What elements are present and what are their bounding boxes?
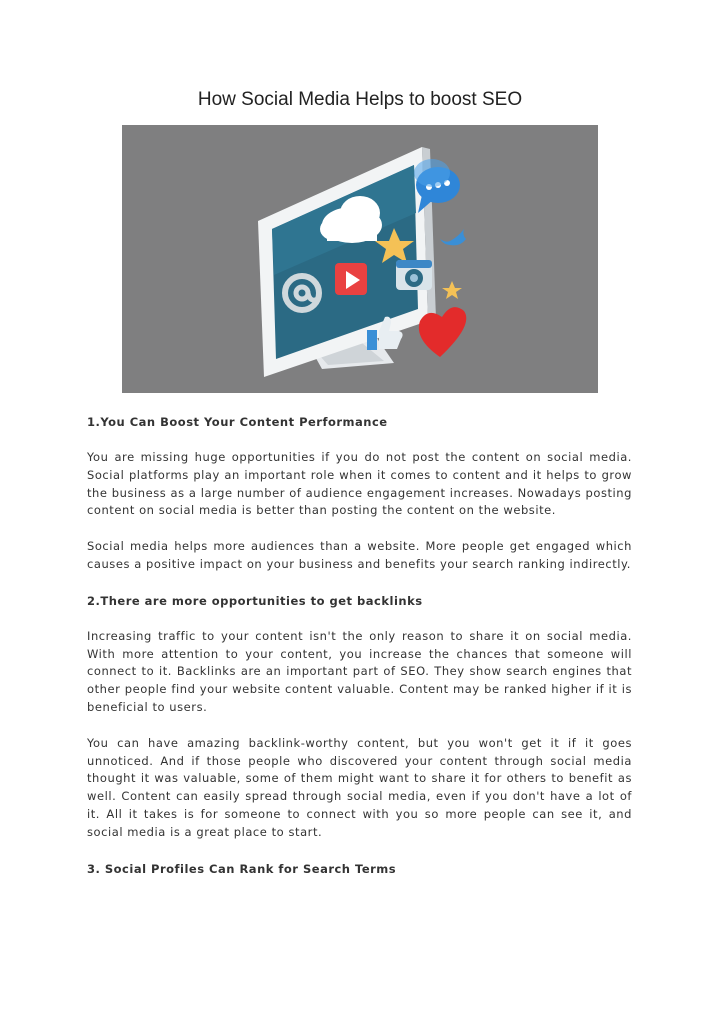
camera-icon <box>396 260 432 290</box>
section-1-paragraph-2: Social media helps more audiences than a website. More people get engaged which causes a positive impact on your business and benefits your search ranking indirectly. <box>87 539 632 571</box>
play-icon <box>335 263 367 295</box>
section-2-heading: 2.There are more opportunities to get backlinks <box>87 593 423 608</box>
hero-illustration <box>122 125 598 393</box>
article-body <box>87 413 632 878</box>
section-1-paragraph-1: You are missing huge opportunities if you do not post the content on social media. Social platforms play an important role when it comes to content and it helps to grow the business as a large number of audience engagement increases. Nowadays posting content on social media is better than posting the content on the website. <box>87 450 632 518</box>
section-2-paragraph-1: Increasing traffic to your content isn't the only reason to share it on social media. With more attention to your content, you increase the chances that someone will connect to it. Backlinks are an important part of SEO. They show search engines that other people find your website content valuable. Content may be ranked higher if it is beneficial to users. <box>87 628 632 714</box>
section-2-paragraph-2: You can have amazing backlink-worthy content, but you won't get it if it goes unnoticed. And if those people who discovered your content through social media thought it was valuable, some of them might want to share it for others to benefit as well. Content can easily spread through social media, even if you don't have a lot of it. All it takes is for someone to connect with you so more people can see it, and social media is a great place to start. <box>87 735 632 839</box>
page-title: How Social Media Helps to boost SEO <box>197 89 523 110</box>
section-3-heading: 3. Social Profiles Can Rank for Search Terms <box>87 861 397 876</box>
section-1-heading: 1.You Can Boost Your Content Performance <box>87 415 388 429</box>
